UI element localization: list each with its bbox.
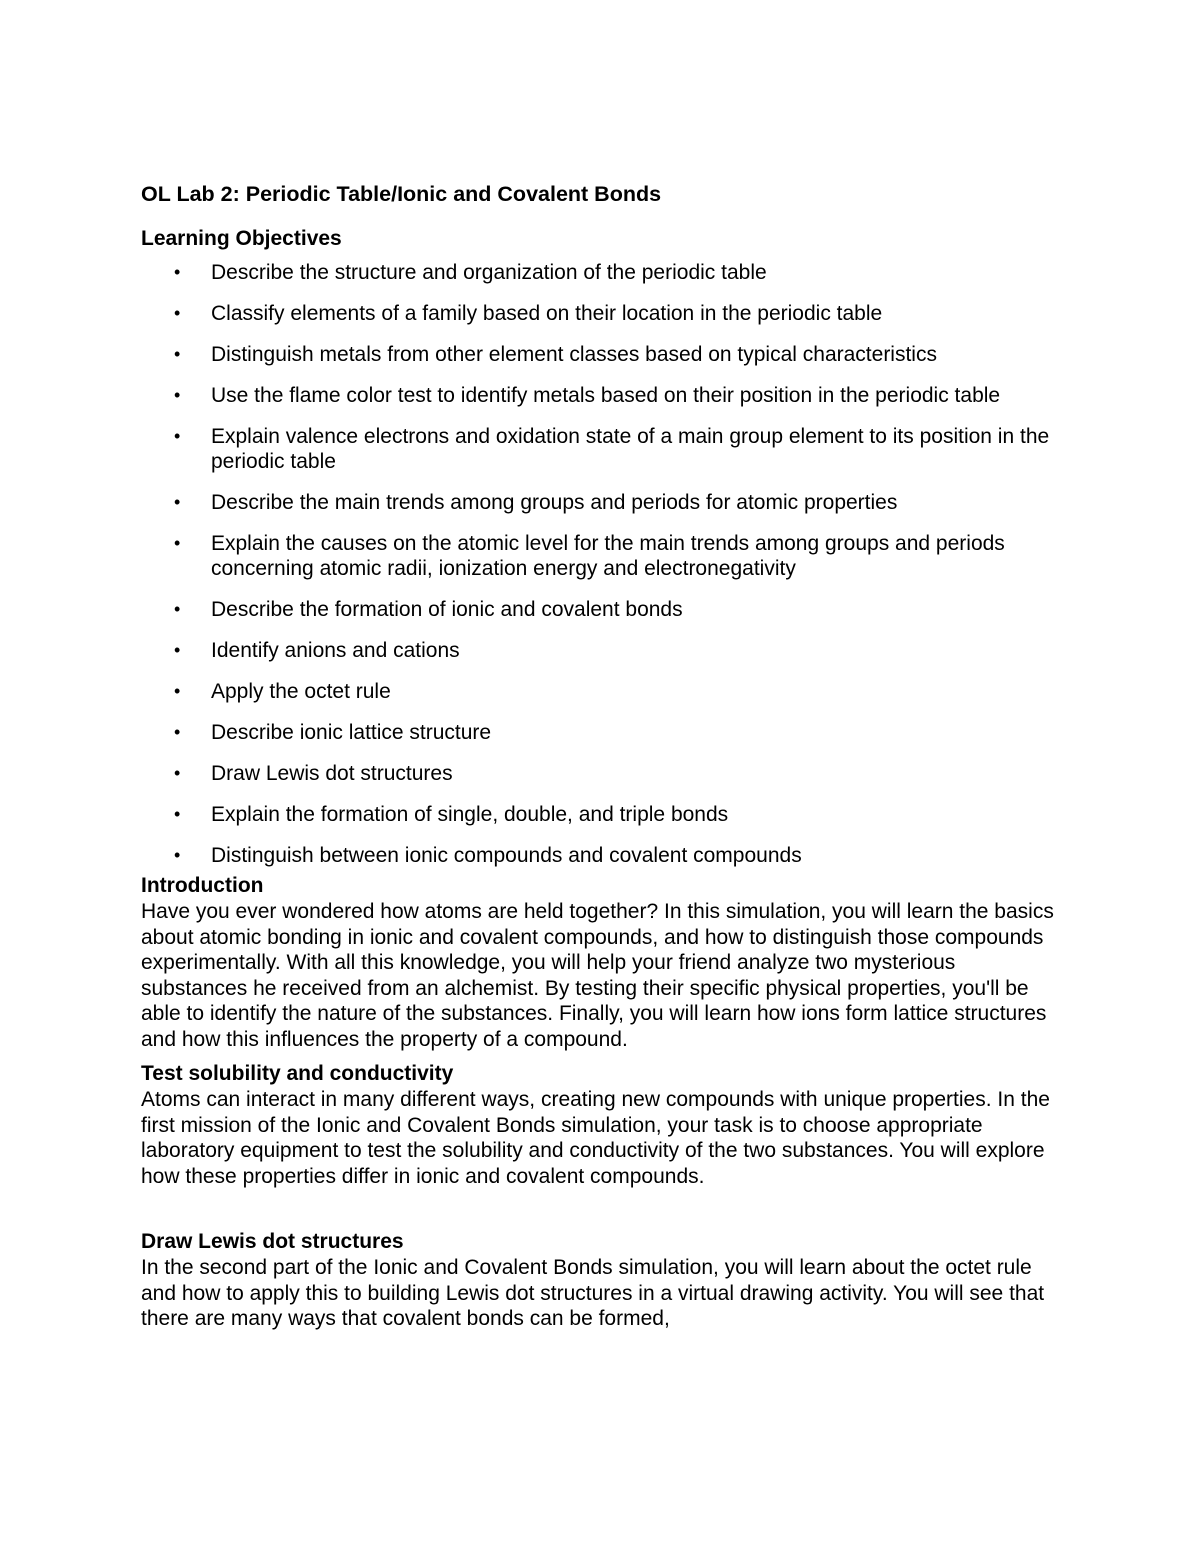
list-item xyxy=(141,383,1061,408)
introduction-heading: Introduction xyxy=(141,874,264,897)
bullet-icon: • xyxy=(174,804,181,824)
solubility-body: Atoms can interact in many different ways, creating new compounds with unique properties. In the first mission of the Ionic and Covalent Bonds simulation, your task is to choose appropriate laboratory equipment to test the solubility and conductivity of the two substances. You will explore how these properties differ in ionic and covalent compounds. xyxy=(141,1088,1050,1188)
bullet-icon: • xyxy=(174,385,181,405)
objective-text: Identify anions and cations xyxy=(211,639,460,662)
bullet-icon: • xyxy=(174,426,181,446)
lewis-section xyxy=(141,1229,1061,1332)
bullet-icon: • xyxy=(174,533,181,553)
objective-text: Use the flame color test to identify metals based on their position in the periodic table xyxy=(211,384,1001,407)
learning-objectives-heading: Learning Objectives xyxy=(141,227,342,250)
learning-objectives-list xyxy=(141,260,1061,868)
objective-text: Classify elements of a family based on their location in the periodic table xyxy=(211,302,883,325)
list-item xyxy=(141,638,1061,663)
objective-text: Explain valence electrons and oxidation state of a main group element to its position in the periodic table xyxy=(211,425,1050,473)
bullet-icon: • xyxy=(174,763,181,783)
objective-text: Apply the octet rule xyxy=(211,680,391,703)
list-item xyxy=(141,802,1061,827)
introduction-body: Have you ever wondered how atoms are held together? In this simulation, you will learn the basics about atomic bonding in ionic and covalent compounds, and how to distinguish those compounds experimentally. With all this knowledge, you will help your friend analyze two mysterious substances he received from an alchemist. By testing their specific physical properties, you'll be able to identify the nature of the substances. Finally, you will learn how ions form lattice structures and how this influences the property of a compound. xyxy=(141,900,1054,1051)
objective-text: Distinguish metals from other element classes based on typical characteristics xyxy=(211,343,937,366)
list-item xyxy=(141,843,1061,868)
bullet-icon: • xyxy=(174,492,181,512)
list-item xyxy=(141,260,1061,285)
list-item xyxy=(141,720,1061,745)
list-item xyxy=(141,342,1061,367)
objective-text: Describe the structure and organization of the periodic table xyxy=(211,261,767,284)
list-item xyxy=(141,424,1061,474)
solubility-heading: Test solubility and conductivity xyxy=(141,1062,454,1085)
lewis-body: In the second part of the Ionic and Covalent Bonds simulation, you will learn about the octet rule and how to apply this to building Lewis dot structures in a virtual drawing activity. You will see that there are many ways that covalent bonds can be formed, xyxy=(141,1256,1045,1330)
solubility-section xyxy=(141,1061,1061,1189)
list-item xyxy=(141,301,1061,326)
introduction-section xyxy=(141,873,1061,1052)
bullet-icon: • xyxy=(174,722,181,742)
bullet-icon: • xyxy=(174,845,181,865)
bullet-icon: • xyxy=(174,681,181,701)
bullet-icon: • xyxy=(174,599,181,619)
lewis-heading: Draw Lewis dot structures xyxy=(141,1230,404,1253)
objective-text: Describe the main trends among groups and periods for atomic properties xyxy=(211,491,898,514)
list-item xyxy=(141,597,1061,622)
bullet-icon: • xyxy=(174,640,181,660)
document-page xyxy=(141,178,1061,1332)
list-item xyxy=(141,490,1061,515)
list-item xyxy=(141,679,1061,704)
bullet-icon: • xyxy=(174,303,181,323)
objective-text: Draw Lewis dot structures xyxy=(211,762,453,785)
list-item xyxy=(141,531,1061,581)
objective-text: Describe ionic lattice structure xyxy=(211,721,492,744)
objective-text: Distinguish between ionic compounds and covalent compounds xyxy=(211,844,802,867)
bullet-icon: • xyxy=(174,262,181,282)
document-title: OL Lab 2: Periodic Table/Ionic and Covalent Bonds xyxy=(141,182,662,206)
objective-text: Explain the formation of single, double, and triple bonds xyxy=(211,803,729,826)
objective-text: Explain the causes on the atomic level for the main trends among groups and periods concerning atomic radii, ionization energy and electronegativity xyxy=(211,532,1005,580)
objective-text: Describe the formation of ionic and covalent bonds xyxy=(211,598,683,621)
bullet-icon: • xyxy=(174,344,181,364)
list-item xyxy=(141,761,1061,786)
